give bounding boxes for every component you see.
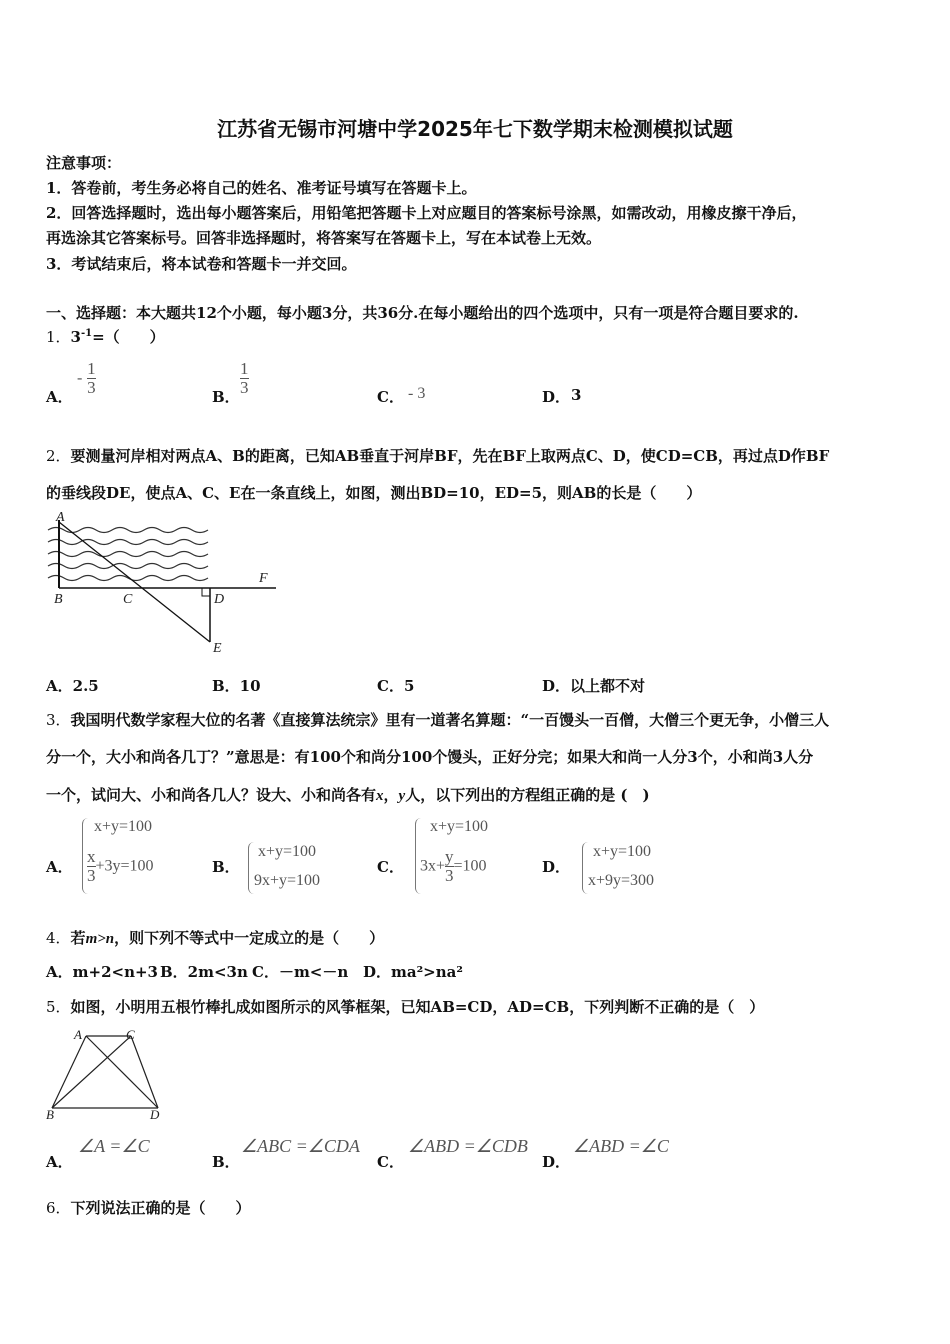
- q3-option-b-eq1[interactable]: x+y=100: [258, 843, 317, 860]
- q5-option-b[interactable]: ∠ABC =∠CDA: [241, 1136, 360, 1156]
- notes-item: 再选涂其它答案标号。回答非选择题时，将答案写在答题卡上，写在本试卷上无效。: [46, 229, 602, 247]
- q5-option-a[interactable]: ∠A =∠C: [78, 1136, 150, 1156]
- q1-option-a-label[interactable]: A．: [46, 388, 73, 406]
- q3-option-b-eq2[interactable]: 9x+y=100: [254, 872, 321, 889]
- q5-option-d[interactable]: ∠ABD =∠C: [573, 1136, 669, 1156]
- q1-option-c[interactable]: - 3: [408, 385, 426, 402]
- q5-option-a-label[interactable]: A．: [46, 1153, 73, 1171]
- q3-option-c-label[interactable]: C．: [377, 858, 404, 876]
- q3-option-c-eq1[interactable]: x+y=100: [430, 818, 489, 835]
- q5-option-c[interactable]: ∠ABD =∠CDB: [408, 1136, 528, 1156]
- kite-figure: [44, 1026, 174, 1122]
- fig-label-b: B: [54, 592, 63, 607]
- fig-label-f: F: [259, 571, 268, 586]
- section-heading: 一、选择题：本大题共12个小题，每小题3分，共36分.在每小题给出的四个选项中，只有一项是符合题目要求的.: [46, 304, 799, 322]
- fig-label-a: A: [56, 510, 65, 525]
- q3-option-a-label[interactable]: A．: [46, 858, 73, 876]
- fig-label-d: D: [214, 592, 225, 607]
- question-3-stem-cont: 一个，试问大、小和尚各几人？设大、小和尚各有x，y人，以下列出的方程组正确的是 ( ): [46, 786, 650, 804]
- q5-option-d-label[interactable]: D．: [542, 1153, 571, 1171]
- q5-option-b-label[interactable]: B．: [212, 1153, 240, 1171]
- question-6-stem: 6．下列说法正确的是（ ）: [46, 1199, 251, 1217]
- fig-label-a: A: [74, 1027, 82, 1042]
- q4-option-a[interactable]: A．m+2<n+3: [46, 963, 158, 981]
- q3-option-d-eq1[interactable]: x+y=100: [593, 843, 652, 860]
- q3-option-b-label[interactable]: B．: [212, 858, 240, 876]
- q3-option-a-eq2[interactable]: $\frac{x}{3}$ +3y=100: [87, 847, 154, 885]
- question-2-stem-cont: 的垂线段DE，使点A、C、E在一条直线上，如图，测出BD=10，ED=5，则AB的长是（ ）: [46, 484, 702, 502]
- question-3-stem: 3．我国明代数学家程大位的名著《直接算法统宗》里有一道著名算题：“一百馒头一百僧，大僧三个更无争，小僧三人: [46, 711, 830, 729]
- q3-option-d-eq2[interactable]: x+9y=300: [588, 872, 655, 889]
- fig-label-c: C: [123, 592, 133, 607]
- fig-label-d: D: [150, 1107, 160, 1122]
- notes-item: 1．答卷前，考生务必将自己的姓名、准考证号填写在答题卡上。: [46, 179, 477, 197]
- q2-option-d[interactable]: D．以上都不对: [542, 677, 646, 695]
- q3-option-d-label[interactable]: D．: [542, 858, 571, 876]
- q3-option-a-eq1[interactable]: x+y=100: [94, 818, 153, 835]
- question-1-stem: 1．$3^{-1}=$（ ）: [46, 328, 165, 346]
- page-title: 江苏省无锡市河塘中学2025年七下数学期末检测模拟试题: [217, 117, 733, 141]
- q2-option-c[interactable]: C．5: [377, 677, 415, 695]
- question-2-stem: 2．要测量河岸相对两点A、B的距离，已知AB垂直于河岸BF，先在BF上取两点C、D，使CD=CB，再过点D作BF: [46, 447, 830, 465]
- q1-option-c-label[interactable]: C．: [377, 388, 404, 406]
- river-figure: [44, 508, 284, 658]
- fig-label-b: B: [46, 1107, 54, 1122]
- notes-item: 2．回答选择题时，选出每小题答案后，用铅笔把答题卡上对应题目的答案标号涂黑，如需改动，用橡皮擦干净后，: [46, 204, 807, 222]
- q4-option-b[interactable]: B．2m<3n: [160, 963, 248, 981]
- q1-option-b[interactable]: $\frac{1}{3}$: [240, 359, 249, 397]
- q1-option-d-label[interactable]: D．: [542, 388, 571, 406]
- q4-option-c[interactable]: C．－m<－n: [252, 963, 349, 981]
- q4-option-d[interactable]: D．ma²>na²: [363, 963, 463, 981]
- q1-option-d[interactable]: 3: [571, 386, 582, 404]
- fig-label-e: E: [213, 641, 222, 656]
- q1-option-a[interactable]: - $\frac{1}{3}$: [77, 359, 96, 397]
- q2-option-b[interactable]: B．10: [212, 677, 261, 695]
- notes-heading: 注意事项：: [46, 154, 122, 172]
- notes-item: 3．考试结束后，将本试卷和答题卡一并交回。: [46, 255, 357, 273]
- fig-label-c: C: [126, 1027, 135, 1042]
- q3-option-c-eq2[interactable]: 3x+ $\frac{y}{3}$ =100: [420, 847, 487, 885]
- question-5-stem: 5．如图，小明用五根竹棒扎成如图所示的风筝框架，已知AB=CD，AD=CB，下列判断不正确的是（ ）: [46, 998, 765, 1016]
- q1-option-b-label[interactable]: B．: [212, 388, 240, 406]
- question-4-stem: 4．若m>n，则下列不等式中一定成立的是（ ）: [46, 929, 385, 947]
- question-3-stem-cont: 分一个，大小和尚各几丁？”意思是：有100个和尚分100个馒头，正好分完；如果大和尚一人分3个，小和尚3人分: [46, 748, 814, 766]
- q2-option-a[interactable]: A．2.5: [46, 677, 99, 695]
- q5-option-c-label[interactable]: C．: [377, 1153, 404, 1171]
